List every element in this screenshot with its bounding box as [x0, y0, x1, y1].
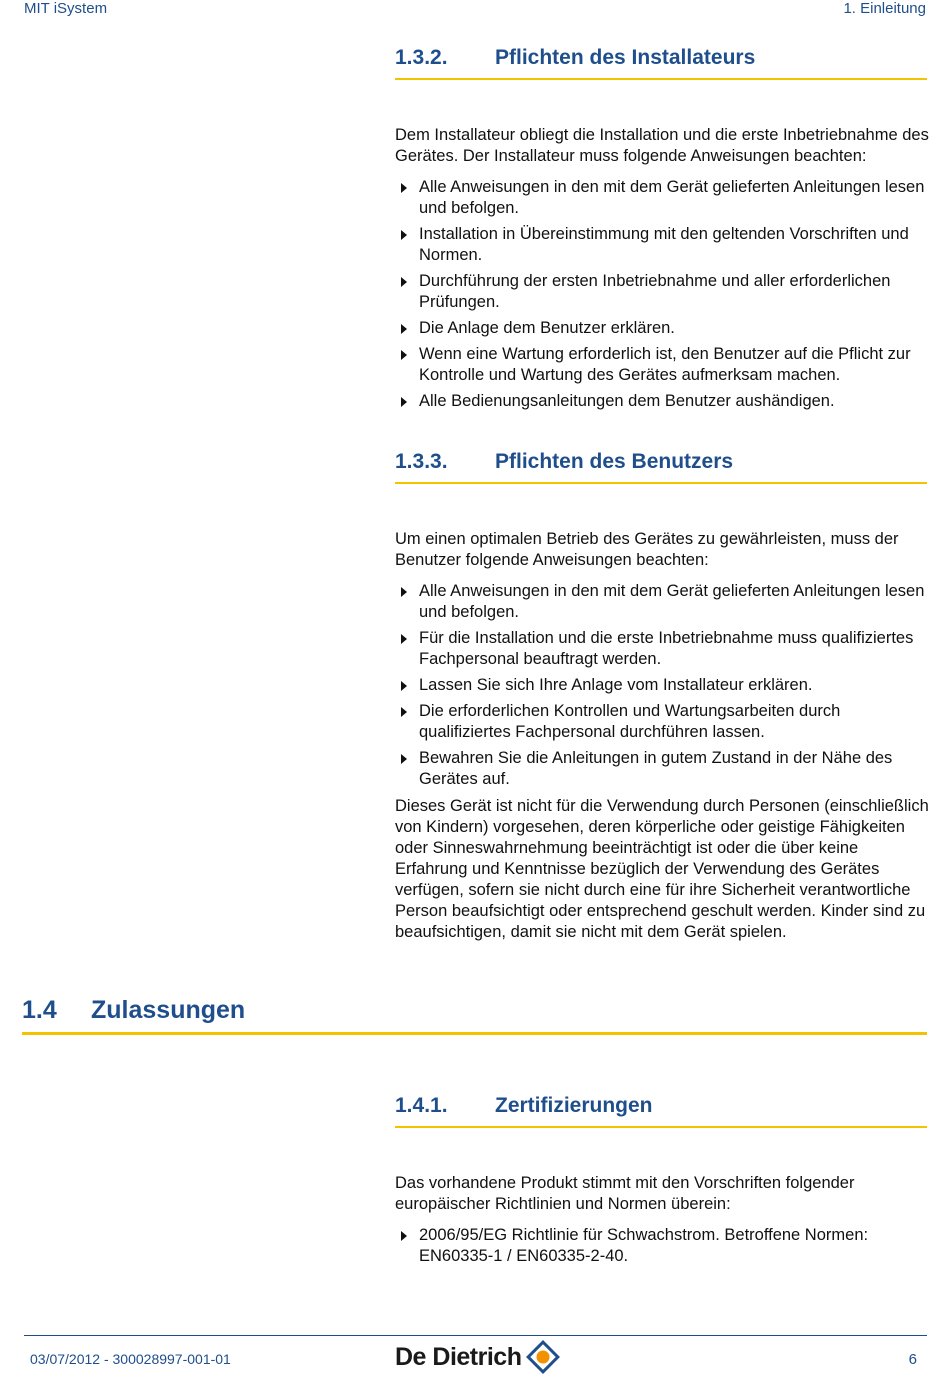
- list-item: Die erforderlichen Kontrollen und Wartungsarbeiten durch qualifiziertes Fachpersonal durchführen lassen.: [395, 701, 929, 743]
- page-number: 6: [908, 1351, 917, 1368]
- bullet-triangle-icon: [401, 183, 407, 193]
- section-number: 1.4.1.: [395, 1094, 448, 1117]
- list-item: Durchführung der ersten Inbetriebnahme und aller erforderlichen Prüfungen.: [395, 271, 929, 313]
- brand-logo: [395, 1340, 561, 1374]
- bullet-triangle-icon: [401, 1231, 407, 1241]
- intro-paragraph: Das vorhandene Produkt stimmt mit den Vorschriften folgender europäischer Richtlinien und Normen überein:: [395, 1174, 855, 1213]
- bullet-list: [395, 581, 929, 790]
- section-title: Zertifizierungen: [495, 1094, 653, 1117]
- section-number: 1.3.2.: [395, 46, 448, 69]
- bullet-triangle-icon: [401, 397, 407, 407]
- footer-doc-reference: 03/07/2012 - 300028997-001-01: [30, 1351, 231, 1367]
- list-item: Alle Anweisungen in den mit dem Gerät gelieferten Anleitungen lesen und befolgen.: [395, 177, 929, 219]
- bullet-triangle-icon: [401, 324, 407, 334]
- chapter-heading-1-4: [22, 996, 927, 1035]
- list-item: Bewahren Sie die Anleitungen in gutem Zustand in der Nähe des Gerätes auf.: [395, 748, 929, 790]
- bullet-triangle-icon: [401, 350, 407, 360]
- bullet-list: [395, 1225, 929, 1267]
- section-body-1-3-3: [395, 529, 929, 953]
- section-title: Pflichten des Installateurs: [495, 46, 756, 69]
- bullet-list: [395, 177, 929, 412]
- bullet-triangle-icon: [401, 587, 407, 597]
- list-item: Lassen Sie sich Ihre Anlage vom Installateur erklären.: [395, 675, 929, 696]
- header-doc-title: MIT iSystem: [24, 0, 108, 17]
- bullet-triangle-icon: [401, 634, 407, 644]
- brand-logo-text: De Dietrich: [395, 1342, 522, 1371]
- chapter-title: Zulassungen: [91, 996, 246, 1024]
- list-item: Alle Bedienungsanleitungen dem Benutzer aushändigen.: [395, 391, 929, 412]
- section-heading-1-4-1: [395, 1094, 927, 1128]
- list-item: Die Anlage dem Benutzer erklären.: [395, 318, 929, 339]
- section-body-1-4-1: [395, 1173, 929, 1272]
- footer-divider: [24, 1335, 927, 1336]
- list-item: Wenn eine Wartung erforderlich ist, den Benutzer auf die Pflicht zur Kontrolle und Wartung des Gerätes aufmerksam machen.: [395, 344, 929, 386]
- diamond-logo-icon: [525, 1339, 561, 1375]
- list-item: Für die Installation und die erste Inbetriebnahme muss qualifiziertes Fachpersonal beauftragt werden.: [395, 628, 929, 670]
- list-item: Alle Anweisungen in den mit dem Gerät gelieferten Anleitungen lesen und befolgen.: [395, 581, 929, 623]
- intro-paragraph: Dem Installateur obliegt die Installation und die erste Inbetriebnahme des Gerätes. Der Installateur muss folgende Anweisungen beachten:: [395, 126, 929, 165]
- section-heading-1-3-2: [395, 46, 927, 80]
- list-item: 2006/95/EG Richtlinie für Schwachstrom. Betroffene Normen: EN60335-1 / EN60335-2-40.: [395, 1225, 929, 1267]
- list-item: Installation in Übereinstimmung mit den geltenden Vorschriften und Normen.: [395, 224, 929, 266]
- bullet-triangle-icon: [401, 277, 407, 287]
- section-number: 1.3.3.: [395, 450, 448, 473]
- intro-paragraph: Um einen optimalen Betrieb des Gerätes zu gewährleisten, muss der Benutzer folgende Anweisungen beachten:: [395, 530, 899, 569]
- safety-note-paragraph: Dieses Gerät ist nicht für die Verwendung durch Personen (einschließlich von Kindern) vorgesehen, deren körperliche oder geistige Fähigkeiten oder Sinneswahrnehmung beeinträchtigt ist oder die über keine Erfahrung und Kenntnisse bezüglich der Verwendung des Gerätes verfügen, sofern sie nicht durch eine für ihre Sicherheit verantwortliche Person beaufsichtigt oder entsprechend geschult werden. Kinder sind zu beaufsichtigen, damit sie nicht mit dem Gerät spielen.: [395, 797, 929, 941]
- bullet-triangle-icon: [401, 230, 407, 240]
- bullet-triangle-icon: [401, 707, 407, 717]
- chapter-number: 1.4: [22, 996, 57, 1024]
- bullet-triangle-icon: [401, 754, 407, 764]
- bullet-triangle-icon: [401, 681, 407, 691]
- section-title: Pflichten des Benutzers: [495, 450, 734, 473]
- section-heading-1-3-3: [395, 450, 927, 484]
- section-body-1-3-2: [395, 125, 929, 417]
- header-chapter: 1. Einleitung: [843, 0, 926, 17]
